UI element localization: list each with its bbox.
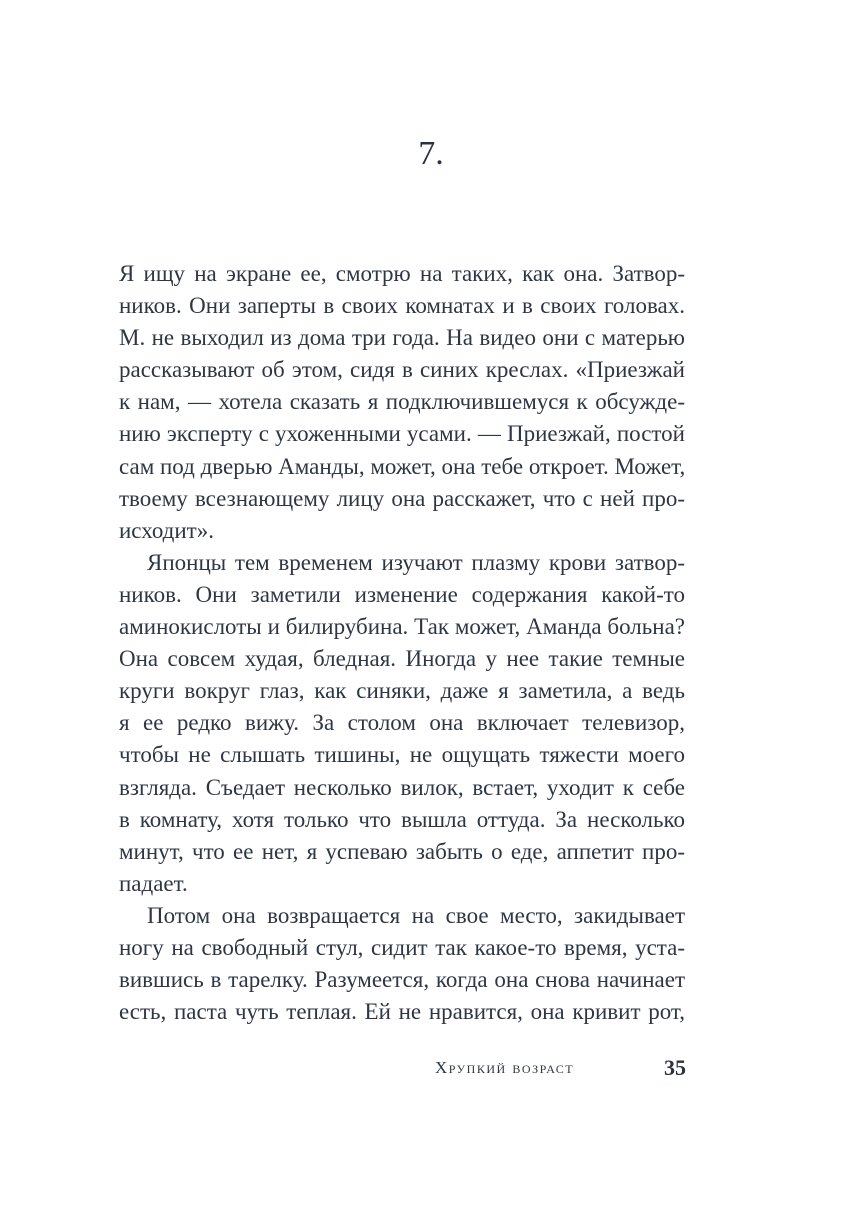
text-line: сам под дверью Аманды, может, она тебе откроет. Может, bbox=[119, 453, 685, 479]
running-footer-title: Хрупкий возраст bbox=[435, 1058, 575, 1077]
text-line: ников. Они заперты в своих комнатах и в своих головах. bbox=[119, 293, 685, 319]
text-line: ников. Они заметили изменение содержания какой-то bbox=[119, 581, 685, 607]
text-line: падает. bbox=[119, 870, 188, 896]
text-line: твоему всезнающему лицу она расскажет, что с ней про- bbox=[119, 485, 685, 511]
body-text bbox=[119, 258, 685, 1028]
text-line: к нам, — хотела сказать я подключившемуся к обсужде- bbox=[119, 389, 685, 415]
text-line: круги вокруг глаз, как синяки, даже я заметила, а ведь bbox=[119, 678, 685, 704]
text-line: исходит». bbox=[119, 517, 214, 543]
text-line: рассказывают об этом, сидя в синих креслах. «Приезжай bbox=[119, 357, 685, 383]
text-line: Потом она возвращается на свое место, закидывает bbox=[147, 902, 685, 928]
text-line: взгляда. Съедает несколько вилок, встает, уходит к себе bbox=[119, 774, 685, 800]
text-line: ногу на свободный стул, сидит так какое-то время, уста- bbox=[119, 934, 685, 960]
text-line: в комнату, хотя только что вышла оттуда. За несколько bbox=[119, 806, 685, 832]
text-line: аминокислоты и билирубина. Так может, Аманда больна? bbox=[119, 614, 685, 640]
text-line: нию эксперту с ухоженными усами. — Приезжай, постой bbox=[119, 421, 685, 447]
text-line: я ее редко вижу. За столом она включает телевизор, bbox=[119, 710, 685, 736]
text-line: Японцы тем временем изучают плазму крови затвор- bbox=[147, 549, 685, 575]
text-line: есть, паста чуть теплая. Ей не нравится, она кривит рот, bbox=[119, 999, 685, 1025]
text-line: чтобы не слышать тишины, не ощущать тяжести моего bbox=[119, 742, 685, 768]
text-line: М. не выходил из дома три года. На видео они с матерью bbox=[119, 325, 685, 351]
chapter-number: 7. bbox=[418, 135, 444, 172]
text-line: минут, что ее нет, я успеваю забыть о еде, аппетит про- bbox=[119, 838, 685, 864]
text-line: Я ищу на экране ее, смотрю на таких, как она. Затвор- bbox=[119, 261, 685, 286]
page-number: 35 bbox=[664, 1055, 686, 1080]
text-line: Она совсем худая, бледная. Иногда у нее такие темные bbox=[119, 646, 685, 672]
text-line: вившись в тарелку. Разумеется, когда она снова начинает bbox=[119, 967, 685, 993]
